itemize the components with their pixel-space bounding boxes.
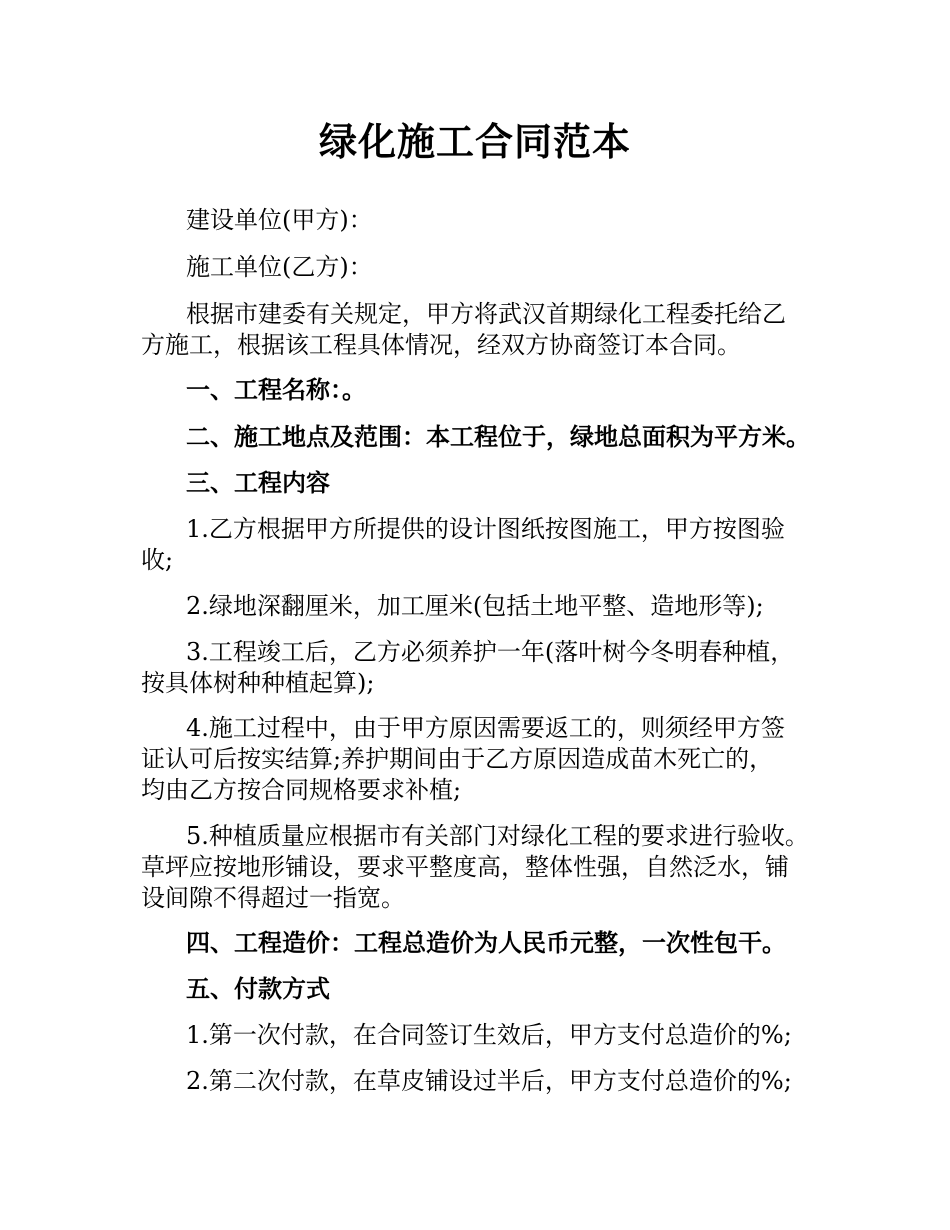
section-heading-5: 五、付款方式 (186, 975, 330, 1003)
list-item-line: 草坪应按地形铺设，要求平整度高，整体性强，自然泛水，铺 (141, 853, 789, 881)
client-line: 建设单位(甲方)： (186, 206, 373, 234)
list-item-line: 4.施工过程中，由于甲方原因需要返工的，则须经甲方签 (186, 714, 785, 742)
list-item-line: 设间隙不得超过一指宽。 (141, 884, 405, 912)
list-item-line: 均由乙方按合同规格要求补植; (141, 776, 462, 804)
payment-item-line: 1.第一次付款，在合同签订生效后，甲方支付总造价的%; (186, 1021, 792, 1049)
list-item-line: 收; (141, 546, 174, 574)
paragraph-line: 根据市建委有关规定，甲方将武汉首期绿化工程委托给乙 (186, 300, 786, 328)
paragraph-line: 方施工，根据该工程具体情况，经双方协商签订本合同。 (141, 331, 741, 359)
section-heading-1: 一、工程名称：。 (186, 376, 366, 404)
section-heading-3: 三、工程内容 (186, 469, 330, 497)
section-heading-2: 二、施工地点及范围：本工程位于，绿地总面积为平方米。 (186, 423, 810, 451)
section-heading-4: 四、工程造价：工程总造价为人民币元整，一次性包干。 (186, 929, 786, 957)
list-item-line: 2.绿地深翻厘米，加工厘米(包括土地平整、造地形等); (186, 592, 764, 620)
list-item-line: 1.乙方根据甲方所提供的设计图纸按图施工，甲方按图验 (186, 515, 785, 543)
payment-item-line: 2.第二次付款，在草皮铺设过半后，甲方支付总造价的%; (186, 1067, 792, 1095)
document-title: 绿化施工合同范本 (318, 120, 631, 164)
list-item-line: 按具体树种种植起算); (141, 669, 375, 697)
list-item-line: 3.工程竣工后，乙方必须养护一年(落叶树今冬明春种植， (186, 638, 795, 666)
list-item-line: 5.种植质量应根据市有关部门对绿化工程的要求进行验收。 (186, 822, 809, 850)
list-item-line: 证认可后按实结算;养护期间由于乙方原因造成苗木死亡的， (141, 745, 774, 773)
contractor-line: 施工单位(乙方)： (186, 253, 373, 281)
